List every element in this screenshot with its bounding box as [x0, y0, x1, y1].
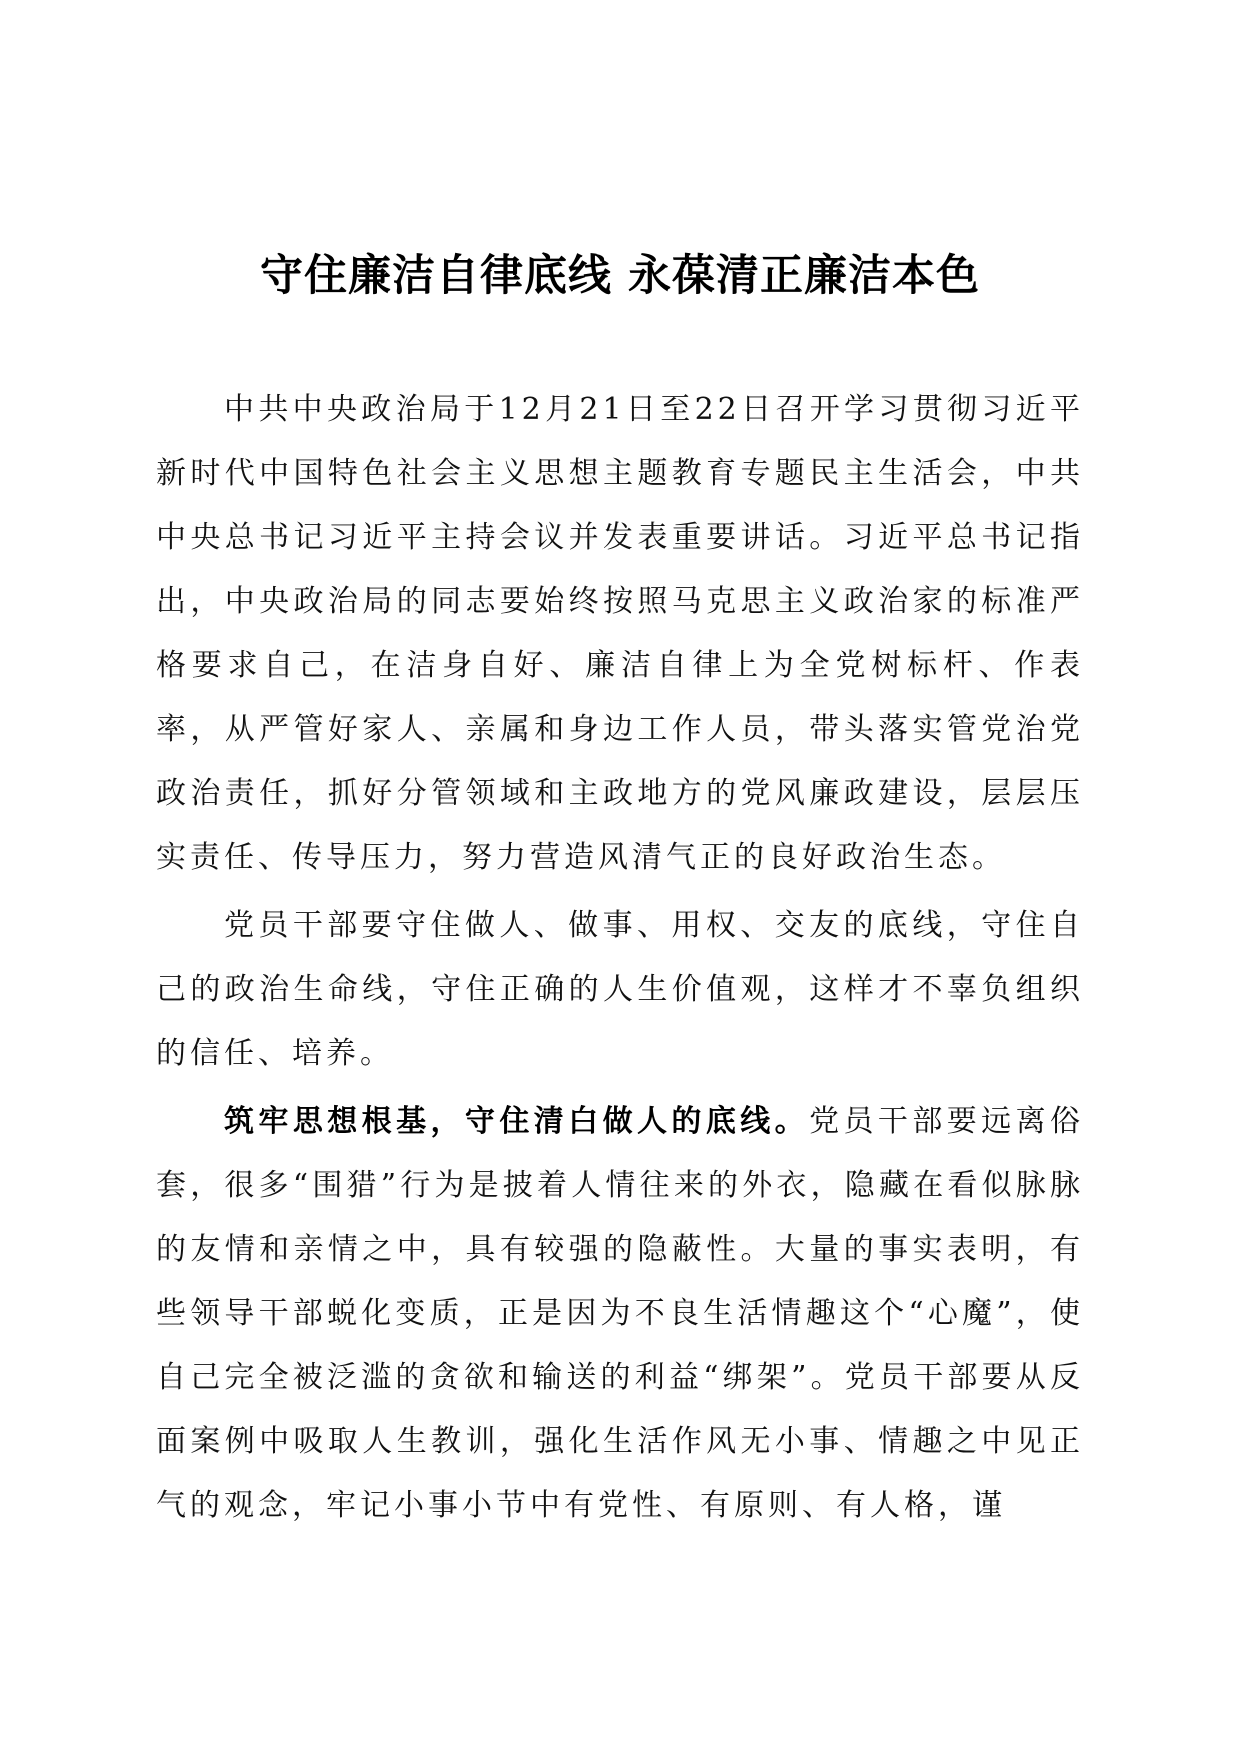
document-title: 守住廉洁自律底线 永葆清正廉洁本色 [260, 251, 980, 301]
document-body [156, 378, 1084, 1542]
paragraph-3-lead-heading: 筑牢思想根基，守住清白做人的底线。 [224, 1104, 810, 1139]
paragraph-3-body-text: 党员干部要远离俗套，很多“围猎”行为是披着人情往来的外衣，隐藏在看似脉脉的友情和亲情之中，具有较强的隐蔽性。大量的事实表明，有些领导干部蜕化变质，正是因为不良生活情趣这个“心魔”，使自己完全被泛滥的贪欲和输送的利益“绑架”。党员干部要从反面案例中吸取人生教训，强化生活作风无小事、情趣之中见正气的观念，牢记小事小节中有党性、有原则、有人格，谨 [156, 1104, 1085, 1523]
paragraph-1: 中共中央政治局于12月21日至22日召开学习贯彻习近平新时代中国特色社会主义思想主题教育专题民主生活会，中共中央总书记习近平主持会议并发表重要讲话。习近平总书记指出，中央政治局的同志要始终按照马克思主义政治家的标准严格要求自己，在洁身自好、廉洁自律上为全党树标杆、作表率，从严管好家人、亲属和身边工作人员，带头落实管党治党政治责任，抓好分管领域和主政地方的党风廉政建设，层层压实责任、传导压力，努力营造风清气正的良好政治生态。 [156, 392, 1084, 875]
paragraph-3 [156, 1090, 1084, 1538]
paragraph-2: 党员干部要守住做人、做事、用权、交友的底线，守住自己的政治生命线，守住正确的人生价值观，这样才不辜负组织的信任、培养。 [156, 908, 1084, 1071]
